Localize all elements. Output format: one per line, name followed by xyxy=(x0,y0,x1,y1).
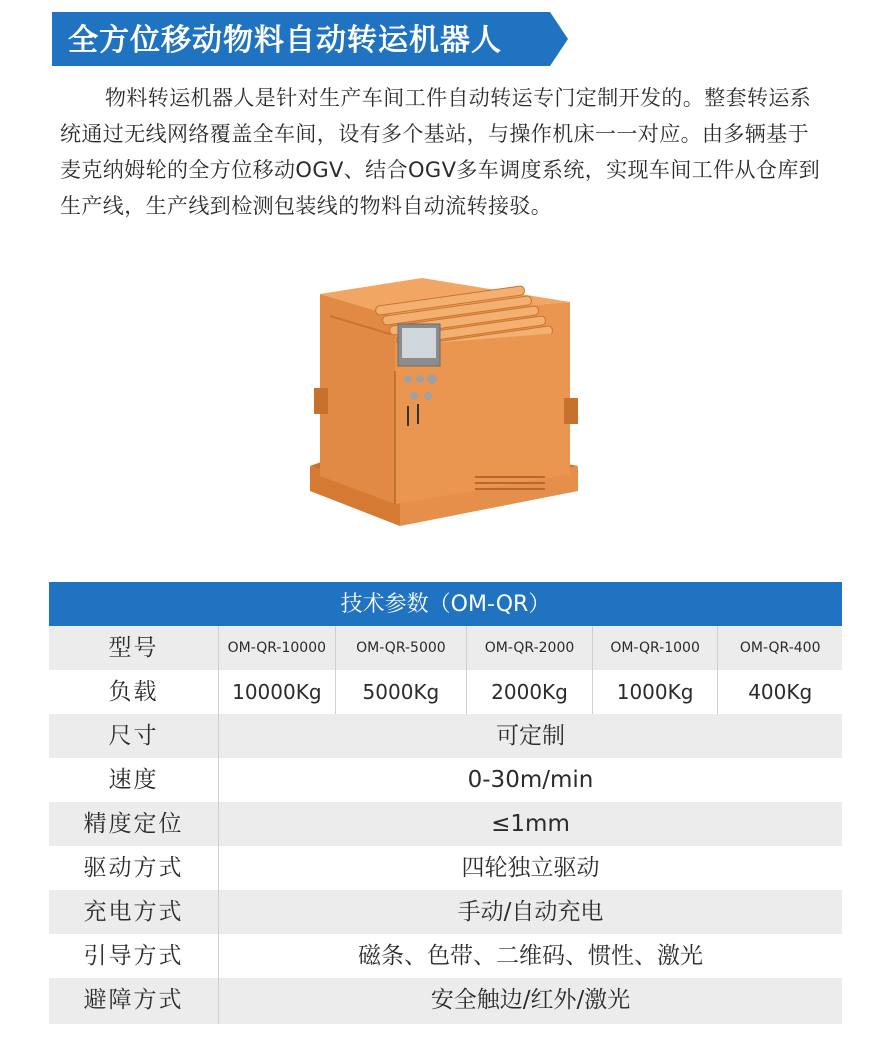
row-label: 引导方式 xyxy=(49,934,219,978)
row-value: 磁条、色带、二维码、惯性、激光 xyxy=(358,943,703,969)
spec-table-header: 技术参数（OM-QR） xyxy=(49,582,842,626)
title-banner xyxy=(52,12,568,66)
table-row-size xyxy=(49,714,842,758)
model-cell: OM-QR-2000 xyxy=(467,626,593,670)
load-cell: 2000Kg xyxy=(467,670,593,714)
row-value: ≤1mm xyxy=(491,811,570,837)
row-label: 尺寸 xyxy=(49,714,219,758)
row-value: 0-30m/min xyxy=(467,767,594,793)
page-title: 全方位移动物料自动转运机器人 xyxy=(68,23,502,58)
row-label: 负载 xyxy=(49,670,219,714)
load-cell: 5000Kg xyxy=(336,670,468,714)
load-cell: 400Kg xyxy=(748,680,813,704)
intro-paragraph: 物料转运机器人是针对生产车间工件自动转运专门定制开发的。整套转运系统通过无线网络覆盖全车间，设有多个基站，与操作机床一一对应。由多辆基于麦克纳姆轮的全方位移动OGV、结合OGV多车调度系统，实现车间工件从仓库到生产线，生产线到检测包装线的物料自动流转接驳。 xyxy=(60,86,821,218)
model-cell: OM-QR-400 xyxy=(739,640,821,656)
row-value: 四轮独立驱动 xyxy=(461,855,600,881)
row-label: 速度 xyxy=(49,758,219,802)
row-label: 型号 xyxy=(49,626,219,670)
table-row-load xyxy=(49,670,842,714)
table-row-guidance xyxy=(49,934,842,978)
row-label: 避障方式 xyxy=(49,978,219,1024)
table-row-drive xyxy=(49,846,842,890)
model-cell: OM-QR-10000 xyxy=(219,626,336,670)
row-label: 驱动方式 xyxy=(49,846,219,890)
row-label: 精度定位 xyxy=(49,802,219,846)
row-value: 可定制 xyxy=(496,723,565,749)
table-row-charging xyxy=(49,890,842,934)
row-value: 安全触边/红外/激光 xyxy=(430,987,631,1013)
robot-image xyxy=(300,276,590,540)
load-cell: 1000Kg xyxy=(593,670,719,714)
spec-table xyxy=(49,582,842,1024)
load-cell: 10000Kg xyxy=(219,670,336,714)
table-row-accuracy xyxy=(49,802,842,846)
table-row-obstacle xyxy=(49,978,842,1024)
model-cell: OM-QR-1000 xyxy=(593,626,719,670)
table-row-model xyxy=(49,626,842,670)
table-row-speed xyxy=(49,758,842,802)
row-label: 充电方式 xyxy=(49,890,219,934)
model-cell: OM-QR-5000 xyxy=(336,626,468,670)
row-value: 手动/自动充电 xyxy=(457,899,604,925)
